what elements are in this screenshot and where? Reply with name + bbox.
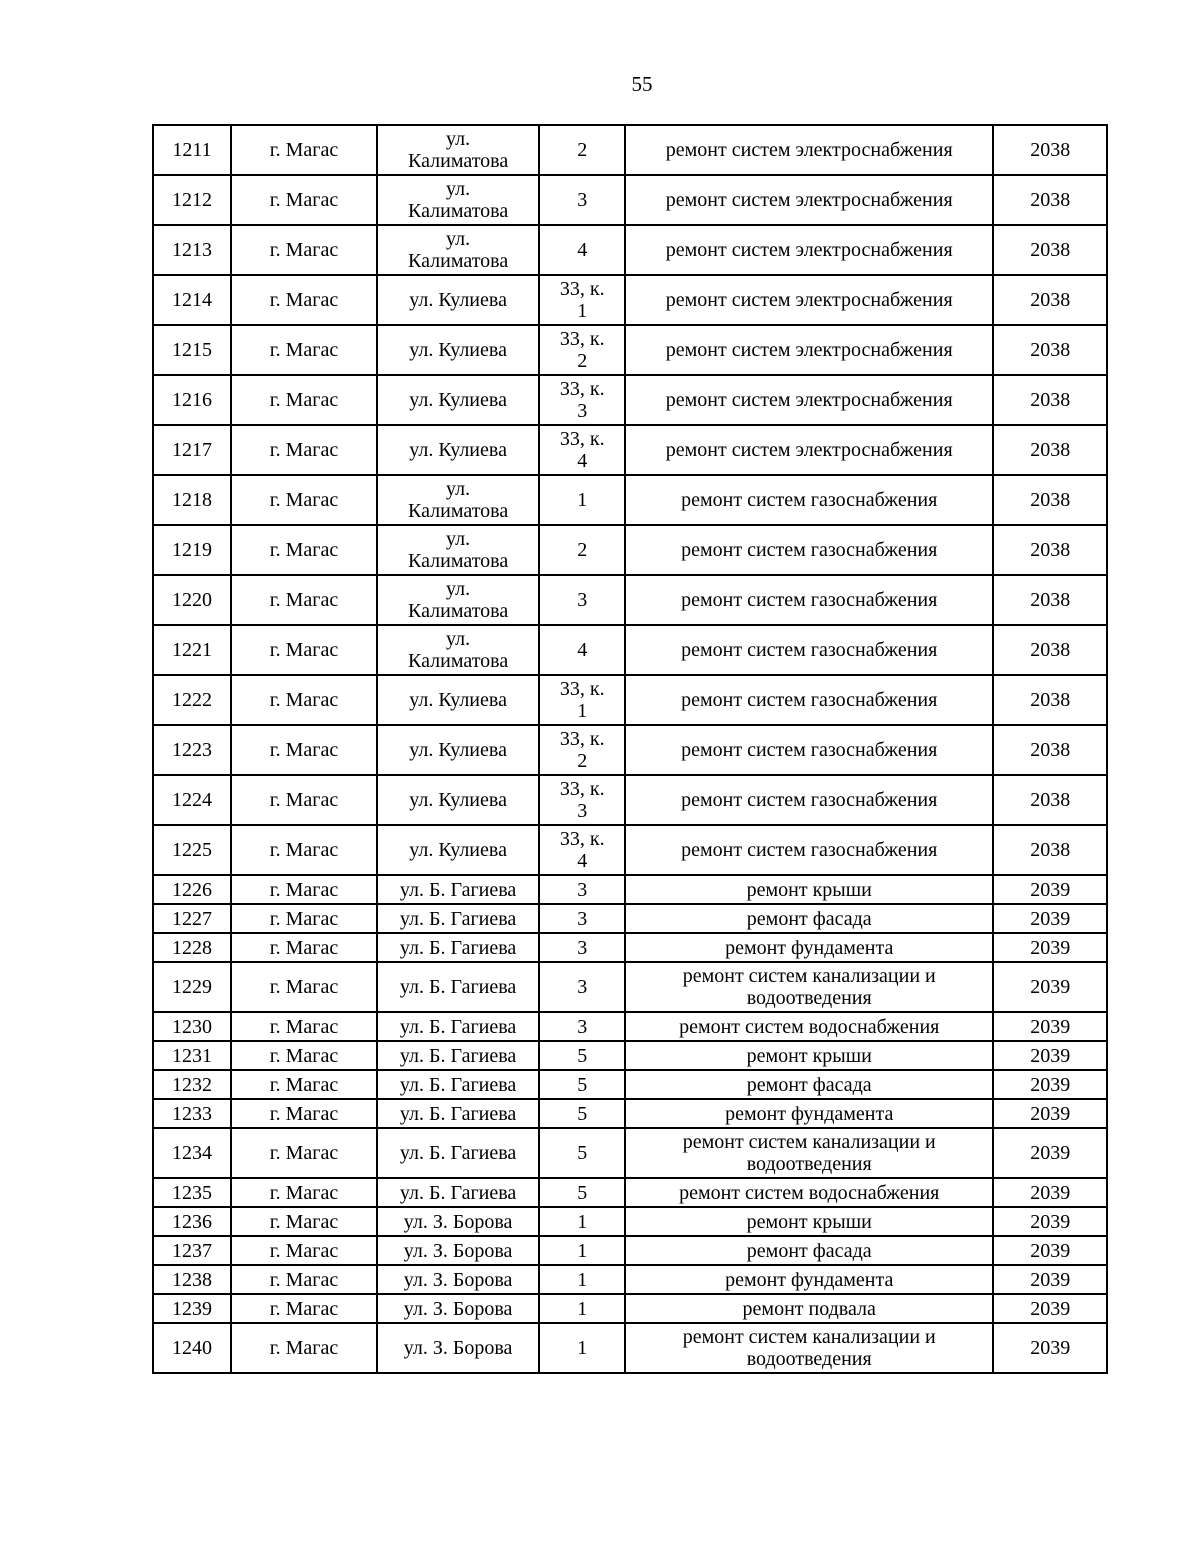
- table-row: [153, 225, 1107, 275]
- year-cell: 2038: [993, 625, 1107, 675]
- city-cell: г. Магас: [231, 1099, 377, 1128]
- table-row: [153, 725, 1107, 775]
- house-cell: 1: [539, 1323, 625, 1373]
- work-type-cell: ремонт подвала: [625, 1294, 993, 1323]
- city-cell: г. Магас: [231, 904, 377, 933]
- year-cell: 2038: [993, 475, 1107, 525]
- year-cell: 2039: [993, 1236, 1107, 1265]
- house-cell: 33, к. 2: [539, 725, 625, 775]
- work-type-cell: ремонт фундамента: [625, 933, 993, 962]
- work-type-cell: ремонт крыши: [625, 1207, 993, 1236]
- house-cell: 3: [539, 875, 625, 904]
- work-type-cell: ремонт систем электроснабжения: [625, 325, 993, 375]
- row-number-cell: 1239: [153, 1294, 231, 1323]
- year-cell: 2039: [993, 1041, 1107, 1070]
- street-cell: ул. Калиматова: [377, 225, 539, 275]
- street-cell: ул. Кулиева: [377, 325, 539, 375]
- city-cell: г. Магас: [231, 525, 377, 575]
- table-row: [153, 325, 1107, 375]
- house-cell: 5: [539, 1041, 625, 1070]
- house-cell: 1: [539, 1207, 625, 1236]
- house-cell: 33, к. 1: [539, 275, 625, 325]
- year-cell: 2039: [993, 1178, 1107, 1207]
- city-cell: г. Магас: [231, 425, 377, 475]
- table-row: [153, 275, 1107, 325]
- row-number-cell: 1228: [153, 933, 231, 962]
- work-type-cell: ремонт фундамента: [625, 1099, 993, 1128]
- work-type-cell: ремонт систем канализации и водоотведения: [625, 1128, 993, 1178]
- work-type-cell: ремонт систем водоснабжения: [625, 1178, 993, 1207]
- row-number-cell: 1227: [153, 904, 231, 933]
- work-type-cell: ремонт систем электроснабжения: [625, 125, 993, 175]
- table-body: [153, 125, 1107, 1373]
- street-cell: ул. Б. Гагиева: [377, 1012, 539, 1041]
- work-type-cell: ремонт систем электроснабжения: [625, 425, 993, 475]
- work-type-cell: ремонт систем газоснабжения: [625, 775, 993, 825]
- house-cell: 33, к. 4: [539, 825, 625, 875]
- work-type-cell: ремонт систем электроснабжения: [625, 225, 993, 275]
- table-row: [153, 1099, 1107, 1128]
- year-cell: 2039: [993, 933, 1107, 962]
- city-cell: г. Магас: [231, 1178, 377, 1207]
- house-cell: 5: [539, 1099, 625, 1128]
- city-cell: г. Магас: [231, 375, 377, 425]
- street-cell: ул. З. Борова: [377, 1207, 539, 1236]
- row-number-cell: 1219: [153, 525, 231, 575]
- street-cell: ул. Кулиева: [377, 675, 539, 725]
- work-type-cell: ремонт систем канализации и водоотведения: [625, 962, 993, 1012]
- year-cell: 2039: [993, 1128, 1107, 1178]
- city-cell: г. Магас: [231, 675, 377, 725]
- year-cell: 2038: [993, 125, 1107, 175]
- table-row: [153, 425, 1107, 475]
- row-number-cell: 1235: [153, 1178, 231, 1207]
- table-row: [153, 1265, 1107, 1294]
- city-cell: г. Магас: [231, 175, 377, 225]
- house-cell: 3: [539, 175, 625, 225]
- work-type-cell: ремонт фундамента: [625, 1265, 993, 1294]
- table-row: [153, 525, 1107, 575]
- year-cell: 2038: [993, 175, 1107, 225]
- house-cell: 3: [539, 1012, 625, 1041]
- row-number-cell: 1225: [153, 825, 231, 875]
- table-row: [153, 675, 1107, 725]
- street-cell: ул. Калиматова: [377, 125, 539, 175]
- table-row: [153, 1207, 1107, 1236]
- street-cell: ул. Б. Гагиева: [377, 1070, 539, 1099]
- house-cell: 3: [539, 962, 625, 1012]
- street-cell: ул. Б. Гагиева: [377, 962, 539, 1012]
- house-cell: 4: [539, 625, 625, 675]
- street-cell: ул. Б. Гагиева: [377, 1128, 539, 1178]
- year-cell: 2038: [993, 725, 1107, 775]
- table-row: [153, 962, 1107, 1012]
- year-cell: 2039: [993, 1070, 1107, 1099]
- row-number-cell: 1214: [153, 275, 231, 325]
- table-row: [153, 125, 1107, 175]
- street-cell: ул. Б. Гагиева: [377, 904, 539, 933]
- row-number-cell: 1232: [153, 1070, 231, 1099]
- work-type-cell: ремонт фасада: [625, 1236, 993, 1265]
- work-type-cell: ремонт крыши: [625, 1041, 993, 1070]
- work-type-cell: ремонт систем газоснабжения: [625, 725, 993, 775]
- house-cell: 2: [539, 525, 625, 575]
- table-row: [153, 475, 1107, 525]
- house-cell: 33, к. 3: [539, 375, 625, 425]
- repair-schedule-table: [152, 124, 1108, 1374]
- year-cell: 2038: [993, 525, 1107, 575]
- street-cell: ул. Кулиева: [377, 375, 539, 425]
- table-row: [153, 175, 1107, 225]
- city-cell: г. Магас: [231, 825, 377, 875]
- work-type-cell: ремонт систем электроснабжения: [625, 375, 993, 425]
- table-row: [153, 904, 1107, 933]
- year-cell: 2038: [993, 825, 1107, 875]
- work-type-cell: ремонт систем канализации и водоотведения: [625, 1323, 993, 1373]
- work-type-cell: ремонт систем газоснабжения: [625, 575, 993, 625]
- city-cell: г. Магас: [231, 933, 377, 962]
- year-cell: 2039: [993, 1265, 1107, 1294]
- row-number-cell: 1224: [153, 775, 231, 825]
- row-number-cell: 1221: [153, 625, 231, 675]
- year-cell: 2038: [993, 325, 1107, 375]
- year-cell: 2039: [993, 904, 1107, 933]
- city-cell: г. Магас: [231, 1323, 377, 1373]
- city-cell: г. Магас: [231, 775, 377, 825]
- street-cell: ул. Калиматова: [377, 575, 539, 625]
- city-cell: г. Магас: [231, 625, 377, 675]
- street-cell: ул. Калиматова: [377, 625, 539, 675]
- street-cell: ул. З. Борова: [377, 1236, 539, 1265]
- row-number-cell: 1215: [153, 325, 231, 375]
- row-number-cell: 1212: [153, 175, 231, 225]
- row-number-cell: 1240: [153, 1323, 231, 1373]
- table-row: [153, 375, 1107, 425]
- city-cell: г. Магас: [231, 1012, 377, 1041]
- city-cell: г. Магас: [231, 725, 377, 775]
- row-number-cell: 1230: [153, 1012, 231, 1041]
- table-row: [153, 825, 1107, 875]
- table-row: [153, 933, 1107, 962]
- row-number-cell: 1234: [153, 1128, 231, 1178]
- city-cell: г. Магас: [231, 125, 377, 175]
- year-cell: 2038: [993, 375, 1107, 425]
- street-cell: ул. Калиматова: [377, 475, 539, 525]
- street-cell: ул. Калиматова: [377, 525, 539, 575]
- house-cell: 3: [539, 575, 625, 625]
- house-cell: 5: [539, 1128, 625, 1178]
- street-cell: ул. Кулиева: [377, 275, 539, 325]
- row-number-cell: 1218: [153, 475, 231, 525]
- city-cell: г. Магас: [231, 325, 377, 375]
- row-number-cell: 1222: [153, 675, 231, 725]
- city-cell: г. Магас: [231, 1207, 377, 1236]
- year-cell: 2038: [993, 575, 1107, 625]
- row-number-cell: 1229: [153, 962, 231, 1012]
- year-cell: 2038: [993, 775, 1107, 825]
- table-row: [153, 1178, 1107, 1207]
- work-type-cell: ремонт фасада: [625, 904, 993, 933]
- house-cell: 1: [539, 475, 625, 525]
- row-number-cell: 1211: [153, 125, 231, 175]
- city-cell: г. Магас: [231, 1265, 377, 1294]
- year-cell: 2039: [993, 1207, 1107, 1236]
- work-type-cell: ремонт систем электроснабжения: [625, 175, 993, 225]
- page-number: 55: [631, 72, 653, 96]
- house-cell: 1: [539, 1265, 625, 1294]
- work-type-cell: ремонт систем электроснабжения: [625, 275, 993, 325]
- table-row: [153, 1070, 1107, 1099]
- house-cell: 3: [539, 933, 625, 962]
- street-cell: ул. Б. Гагиева: [377, 1178, 539, 1207]
- street-cell: ул. Б. Гагиева: [377, 933, 539, 962]
- row-number-cell: 1216: [153, 375, 231, 425]
- street-cell: ул. З. Борова: [377, 1323, 539, 1373]
- house-cell: 4: [539, 225, 625, 275]
- city-cell: г. Магас: [231, 1128, 377, 1178]
- work-type-cell: ремонт систем газоснабжения: [625, 675, 993, 725]
- city-cell: г. Магас: [231, 275, 377, 325]
- city-cell: г. Магас: [231, 1070, 377, 1099]
- year-cell: 2039: [993, 962, 1107, 1012]
- table-row: [153, 775, 1107, 825]
- year-cell: 2039: [993, 1012, 1107, 1041]
- house-cell: 33, к. 4: [539, 425, 625, 475]
- table-row: [153, 1294, 1107, 1323]
- row-number-cell: 1213: [153, 225, 231, 275]
- table-row: [153, 1236, 1107, 1265]
- table-row: [153, 1012, 1107, 1041]
- year-cell: 2038: [993, 425, 1107, 475]
- year-cell: 2039: [993, 1099, 1107, 1128]
- street-cell: ул. Кулиева: [377, 825, 539, 875]
- city-cell: г. Магас: [231, 575, 377, 625]
- city-cell: г. Магас: [231, 225, 377, 275]
- table-row: [153, 575, 1107, 625]
- work-type-cell: ремонт крыши: [625, 875, 993, 904]
- house-cell: 3: [539, 904, 625, 933]
- house-cell: 33, к. 2: [539, 325, 625, 375]
- house-cell: 1: [539, 1236, 625, 1265]
- work-type-cell: ремонт систем водоснабжения: [625, 1012, 993, 1041]
- house-cell: 5: [539, 1178, 625, 1207]
- street-cell: ул. Кулиева: [377, 425, 539, 475]
- street-cell: ул. З. Борова: [377, 1265, 539, 1294]
- year-cell: 2039: [993, 1323, 1107, 1373]
- row-number-cell: 1238: [153, 1265, 231, 1294]
- table-row: [153, 1128, 1107, 1178]
- street-cell: ул. Б. Гагиева: [377, 1041, 539, 1070]
- work-type-cell: ремонт систем газоснабжения: [625, 475, 993, 525]
- city-cell: г. Магас: [231, 1294, 377, 1323]
- house-cell: 33, к. 3: [539, 775, 625, 825]
- year-cell: 2038: [993, 225, 1107, 275]
- work-type-cell: ремонт фасада: [625, 1070, 993, 1099]
- row-number-cell: 1233: [153, 1099, 231, 1128]
- row-number-cell: 1237: [153, 1236, 231, 1265]
- street-cell: ул. З. Борова: [377, 1294, 539, 1323]
- work-type-cell: ремонт систем газоснабжения: [625, 825, 993, 875]
- street-cell: ул. Кулиева: [377, 725, 539, 775]
- house-cell: 1: [539, 1294, 625, 1323]
- year-cell: 2039: [993, 875, 1107, 904]
- row-number-cell: 1220: [153, 575, 231, 625]
- work-type-cell: ремонт систем газоснабжения: [625, 525, 993, 575]
- house-cell: 5: [539, 1070, 625, 1099]
- table-row: [153, 875, 1107, 904]
- table-row: [153, 625, 1107, 675]
- city-cell: г. Магас: [231, 1041, 377, 1070]
- work-type-cell: ремонт систем газоснабжения: [625, 625, 993, 675]
- city-cell: г. Магас: [231, 875, 377, 904]
- street-cell: ул. Б. Гагиева: [377, 1099, 539, 1128]
- table-row: [153, 1041, 1107, 1070]
- row-number-cell: 1231: [153, 1041, 231, 1070]
- year-cell: 2039: [993, 1294, 1107, 1323]
- house-cell: 2: [539, 125, 625, 175]
- city-cell: г. Магас: [231, 962, 377, 1012]
- house-cell: 33, к. 1: [539, 675, 625, 725]
- row-number-cell: 1236: [153, 1207, 231, 1236]
- street-cell: ул. Калиматова: [377, 175, 539, 225]
- city-cell: г. Магас: [231, 1236, 377, 1265]
- year-cell: 2038: [993, 675, 1107, 725]
- year-cell: 2038: [993, 275, 1107, 325]
- row-number-cell: 1223: [153, 725, 231, 775]
- street-cell: ул. Кулиева: [377, 775, 539, 825]
- row-number-cell: 1226: [153, 875, 231, 904]
- city-cell: г. Магас: [231, 475, 377, 525]
- street-cell: ул. Б. Гагиева: [377, 875, 539, 904]
- row-number-cell: 1217: [153, 425, 231, 475]
- table-row: [153, 1323, 1107, 1373]
